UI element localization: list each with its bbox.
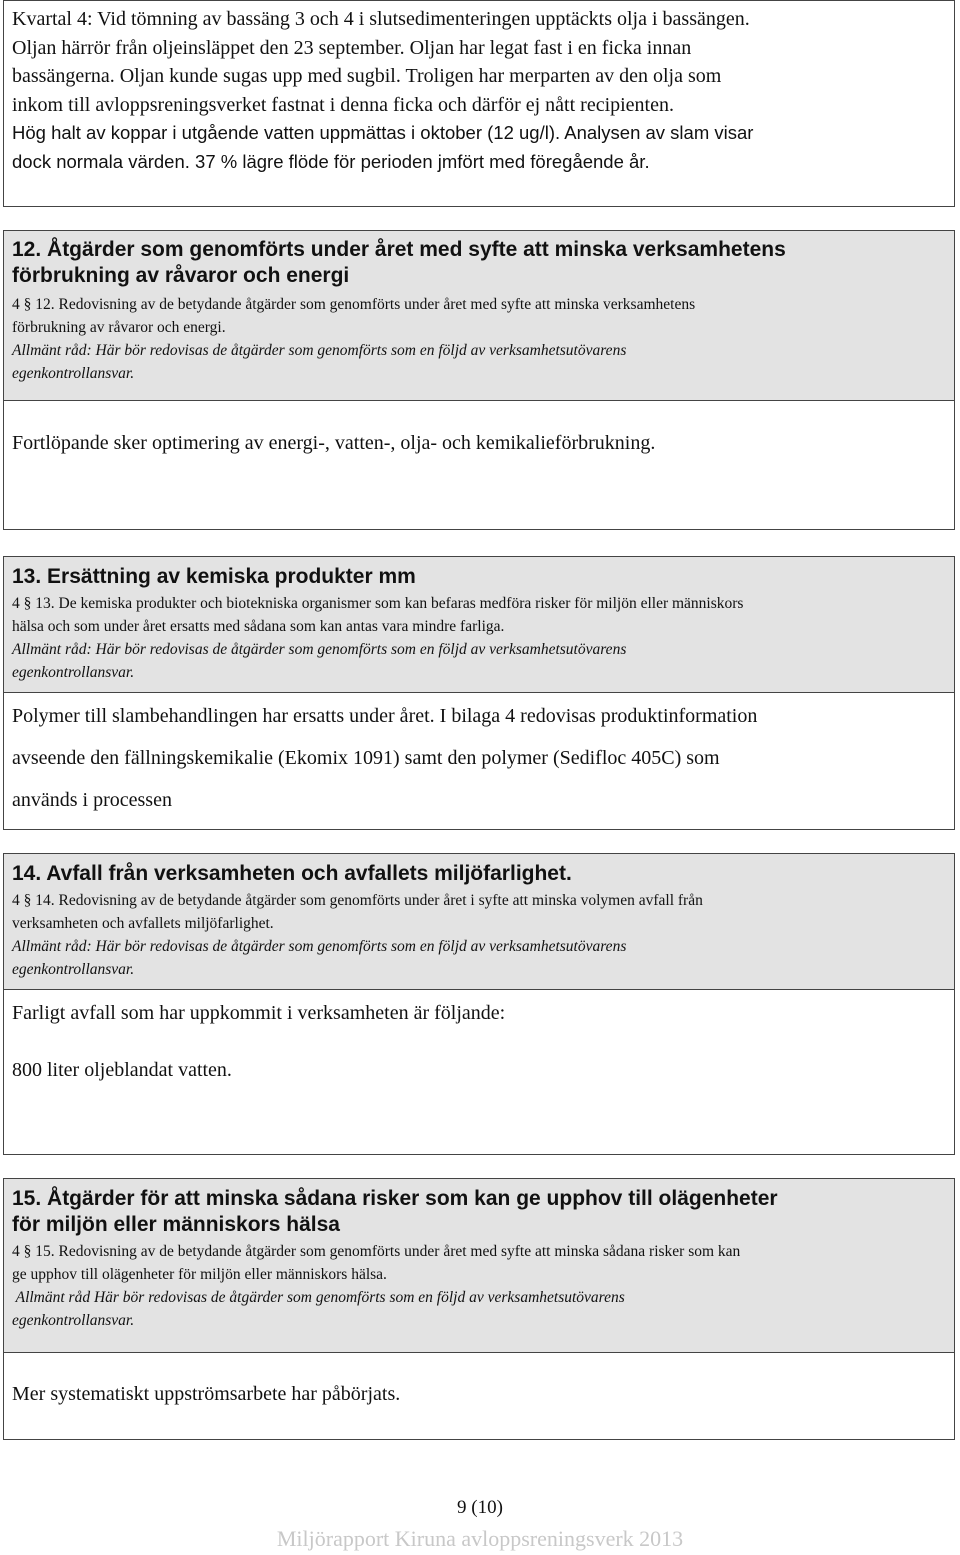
section-14-rule: 4 § 14. Redovisning av de betydande åtgärder som genomförts under året i syfte att minska volymen avfall från (12, 892, 703, 909)
section-15-advice-cont: egenkontrollansvar. (12, 1312, 135, 1329)
section-12-header (3, 230, 955, 401)
section-15-heading-cont: för miljön eller människors hälsa (12, 1213, 340, 1236)
section-15-answer: Mer systematiskt uppströmsarbete har påbörjats. (12, 1383, 401, 1405)
section-12-advice-cont: egenkontrollansvar. (12, 365, 135, 382)
section-15-answer-box (3, 1352, 955, 1440)
section-12-rule: 4 § 12. Redovisning av de betydande åtgärder som genomförts under året med syfte att minska verksamhetens (12, 296, 696, 313)
section-13-answer-cont: avseende den fällningskemikalie (Ekomix 1091) samt den polymer (Sedifloc 405C) som (12, 747, 720, 769)
intro-line: Hög halt av koppar i utgående vatten uppmättas i oktober (12 ug/l). Analysen av slam visar (12, 122, 754, 143)
section-12-answer: Fortlöpande sker optimering av energi-, vatten-, olja- och kemikalieförbrukning. (12, 432, 656, 454)
section-13-advice-cont: egenkontrollansvar. (12, 664, 135, 681)
intro-line: inkom till avloppsreningsverket fastnat i denna ficka och därför ej nått recipienten. (12, 93, 674, 116)
section-14-rule-cont: verksamheten och avfallets miljöfarlighet. (12, 915, 274, 932)
section-14-answer: Farligt avfall som har uppkommit i verksamheten är följande: (12, 1002, 506, 1024)
section-13-header (3, 556, 955, 693)
section-12-heading: 12. Åtgärder som genomförts under året med syfte att minska verksamhetens (12, 238, 786, 261)
section-15-heading: 15. Åtgärder för att minska sådana risker som kan ge upphov till olägenheter (12, 1187, 778, 1210)
section-13-answer-cont: används i processen (12, 789, 172, 811)
section-14-advice: Allmänt råd: Här bör redovisas de åtgärder som genomförts som en följd av verksamhetsutövarens (12, 938, 627, 955)
section-15-rule: 4 § 15. Redovisning av de betydande åtgärder som genomförts under året med syfte att minska sådana risker som kan (12, 1243, 741, 1260)
document-title-footer: Miljörapport Kiruna avloppsreningsverk 2013 (276, 1526, 684, 1551)
section-12-answer-box (3, 400, 955, 530)
intro-box (3, 0, 955, 207)
section-15-header (3, 1178, 955, 1353)
section-13-rule: 4 § 13. De kemiska produkter och biotekniska organismer som kan befaras medföra risker för miljön eller människors (12, 595, 744, 612)
intro-line: dock normala värden. 37 % lägre flöde för perioden jmfört med föregående år. (12, 150, 650, 172)
section-14-answer-cont: 800 liter oljeblandat vatten. (12, 1059, 232, 1081)
section-14-advice-cont: egenkontrollansvar. (12, 961, 135, 978)
section-12-heading-cont: förbrukning av råvaror och energi (12, 264, 350, 287)
section-13-answer: Polymer till slambehandlingen har ersatts under året. I bilaga 4 redovisas produktinformation (12, 705, 758, 727)
section-12-advice: Allmänt råd: Här bör redovisas de åtgärder som genomförts som en följd av verksamhetsutövarens (12, 342, 627, 359)
section-12-rule-cont: förbrukning av råvaror och energi. (12, 319, 226, 336)
section-15-rule-cont: ge upphov till olägenheter för miljön eller människors hälsa. (12, 1266, 387, 1283)
section-13-advice: Allmänt råd: Här bör redovisas de åtgärder som genomförts som en följd av verksamhetsutövarens (12, 641, 627, 658)
section-15-advice: Allmänt råd Här bör redovisas de åtgärder som genomförts som en följd av verksamhetsutövarens (12, 1289, 625, 1306)
intro-line: bassängerna. Oljan kunde sugas upp med sugbil. Troligen har merparten av den olja som (12, 65, 722, 87)
section-14-header (3, 853, 955, 990)
section-14-answer-box (3, 989, 955, 1155)
section-13-answer-box (3, 692, 955, 830)
section-13-rule-cont: hälsa och som under året ersatts med sådana som kan antas vara mindre farliga. (12, 618, 505, 635)
section-13-heading: 13. Ersättning av kemiska produkter mm (12, 565, 416, 588)
section-14-heading: 14. Avfall från verksamheten och avfallets miljöfarlighet. (12, 862, 572, 885)
intro-line: Oljan härrör från oljeinsläppet den 23 september. Oljan har legat fast i en ficka innan (12, 36, 692, 59)
page-number: 9 (10) (457, 1497, 503, 1518)
intro-line: Kvartal 4: Vid tömning av bassäng 3 och 4 i slutsedimenteringen upptäckts olja i bassängen. (12, 8, 750, 30)
